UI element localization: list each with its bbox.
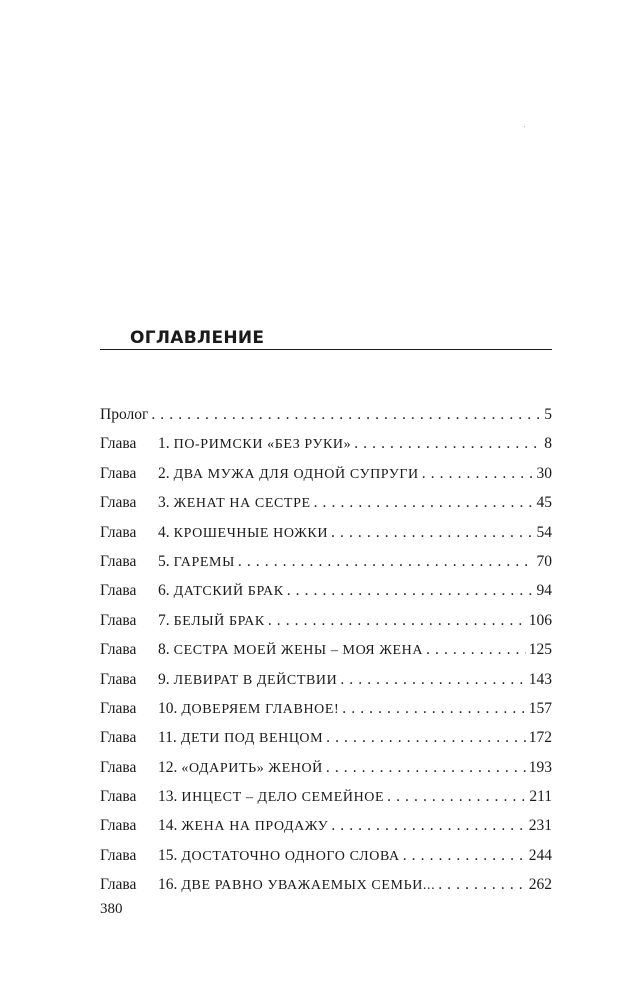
chapter-page: 231 — [528, 817, 552, 835]
page-number: 380 — [100, 901, 123, 917]
toc-heading-block — [100, 328, 552, 350]
chapter-title: ДВЕ РАВНО УВАЖАЕМЫХ СЕМЬИ... — [181, 878, 436, 894]
toc-entry-chapter — [100, 670, 552, 699]
chapter-title: ГАРЕМЫ — [173, 554, 235, 570]
chapter-page: 70 — [536, 552, 552, 570]
dot-leader — [340, 670, 525, 690]
toc-entry-chapter — [100, 464, 552, 493]
chapter-title: ЛЕВИРАТ В ДЕЙСТВИИ — [173, 672, 338, 688]
prologue-page: 5 — [544, 406, 552, 423]
chapter-page: 54 — [536, 523, 552, 541]
toc-entry-chapter — [100, 699, 552, 728]
chapter-title: «ОДАРИТЬ» ЖЕНОЙ — [181, 760, 323, 776]
chapter-word: Глава — [100, 611, 137, 629]
toc-entry-chapter — [100, 728, 552, 757]
toc-entry-chapter — [100, 640, 552, 669]
chapter-page: 262 — [528, 876, 552, 894]
chapter-number: 14. — [158, 817, 178, 835]
chapter-word: Глава — [100, 758, 137, 776]
chapter-number: 7. — [158, 611, 170, 629]
chapter-page: 45 — [536, 494, 552, 512]
toc-entry-chapter — [100, 552, 552, 581]
dot-leader — [314, 493, 534, 513]
chapter-page: 30 — [536, 464, 552, 482]
chapter-page: 106 — [528, 611, 552, 629]
chapter-number: 4. — [158, 523, 170, 541]
dot-leader — [238, 552, 534, 572]
chapter-list — [100, 434, 552, 904]
chapter-number: 9. — [158, 670, 170, 688]
chapter-page: 211 — [529, 788, 552, 806]
chapter-title: БЕЛЫЙ БРАК — [173, 613, 265, 629]
chapter-page: 244 — [528, 846, 552, 864]
chapter-word: Глава — [100, 582, 137, 600]
toc-entry-chapter — [100, 493, 552, 522]
toc-entry-chapter — [100, 816, 552, 845]
chapter-number: 12. — [158, 758, 178, 776]
chapter-title: ЖЕНА НА ПРОДАЖУ — [181, 819, 329, 835]
prologue-label: Пролог — [100, 406, 149, 423]
toc-entry-chapter — [100, 434, 552, 463]
dot-leader — [354, 434, 541, 454]
chapter-number: 2. — [158, 464, 170, 482]
dot-leader — [268, 611, 526, 631]
chapter-number: 3. — [158, 494, 170, 512]
chapter-page: 125 — [528, 641, 552, 659]
toc-heading: ОГЛАВЛЕНИЕ — [130, 328, 265, 348]
dot-leader — [326, 758, 526, 778]
chapter-title: КРОШЕЧНЫЕ НОЖКИ — [173, 525, 329, 541]
chapter-title: ПО-РИМСКИ «БЕЗ РУКИ» — [173, 437, 352, 453]
dot-leader — [331, 816, 525, 836]
chapter-word: Глава — [100, 552, 137, 570]
chapter-title: ДОВЕРЯЕМ ГЛАВНОЕ! — [181, 701, 340, 717]
chapter-word: Глава — [100, 846, 137, 864]
dot-leader — [387, 787, 526, 807]
chapter-number: 6. — [158, 582, 170, 600]
chapter-number: 13. — [158, 788, 178, 806]
chapter-word: Глава — [100, 699, 137, 717]
chapter-title: СЕСТРА МОЕЙ ЖЕНЫ – МОЯ ЖЕНА — [173, 643, 424, 659]
chapter-page: 143 — [528, 670, 552, 688]
chapter-word: Глава — [100, 729, 137, 747]
chapter-word: Глава — [100, 523, 137, 541]
dot-leader — [426, 640, 526, 660]
chapter-title: ИНЦЕСТ – ДЕЛО СЕМЕЙНОЕ — [181, 790, 385, 806]
chapter-word: Глава — [100, 464, 137, 482]
heading-rule — [100, 349, 552, 350]
chapter-number: 11. — [158, 729, 177, 747]
toc-entry-chapter — [100, 523, 552, 552]
chapter-page: 193 — [528, 758, 552, 776]
dot-leader — [151, 405, 541, 425]
chapter-word: Глава — [100, 670, 137, 688]
chapter-word: Глава — [100, 494, 137, 512]
dot-leader — [326, 728, 526, 748]
chapter-word: Глава — [100, 435, 137, 453]
dot-leader — [438, 875, 526, 895]
toc-entry-chapter — [100, 758, 552, 787]
chapter-page: 8 — [544, 435, 552, 453]
dot-leader — [422, 464, 534, 484]
toc-entry-prologue — [100, 405, 552, 434]
chapter-number: 10. — [158, 699, 178, 717]
chapter-word: Глава — [100, 788, 137, 806]
dot-leader — [403, 846, 526, 866]
chapter-title: ДАТСКИЙ БРАК — [173, 584, 284, 600]
chapter-title: ДЕТИ ПОД ВЕНЦОМ — [180, 731, 324, 747]
chapter-number: 15. — [158, 846, 178, 864]
table-of-contents — [100, 405, 552, 905]
toc-entry-chapter — [100, 581, 552, 610]
chapter-word: Глава — [100, 641, 137, 659]
chapter-number: 16. — [158, 876, 178, 894]
chapter-title: ДВА МУЖА ДЛЯ ОДНОЙ СУПРУГИ — [173, 466, 419, 482]
dot-leader — [342, 699, 525, 719]
chapter-page: 157 — [528, 699, 552, 717]
chapter-number: 1. — [158, 435, 170, 453]
chapter-title: ЖЕНАТ НА СЕСТРЕ — [173, 496, 311, 512]
chapter-title: ДОСТАТОЧНО ОДНОГО СЛОВА — [181, 848, 400, 864]
chapter-page: 172 — [528, 729, 552, 747]
chapter-number: 8. — [158, 641, 170, 659]
chapter-word: Глава — [100, 817, 137, 835]
dot-leader — [331, 523, 533, 543]
chapter-page: 94 — [536, 582, 552, 600]
dot-leader — [287, 581, 534, 601]
chapter-word: Глава — [100, 876, 137, 894]
scan-speck — [524, 126, 525, 127]
chapter-number: 5. — [158, 552, 170, 570]
toc-entry-chapter — [100, 875, 552, 904]
toc-entry-chapter — [100, 787, 552, 816]
toc-entry-chapter — [100, 846, 552, 875]
toc-entry-chapter — [100, 611, 552, 640]
